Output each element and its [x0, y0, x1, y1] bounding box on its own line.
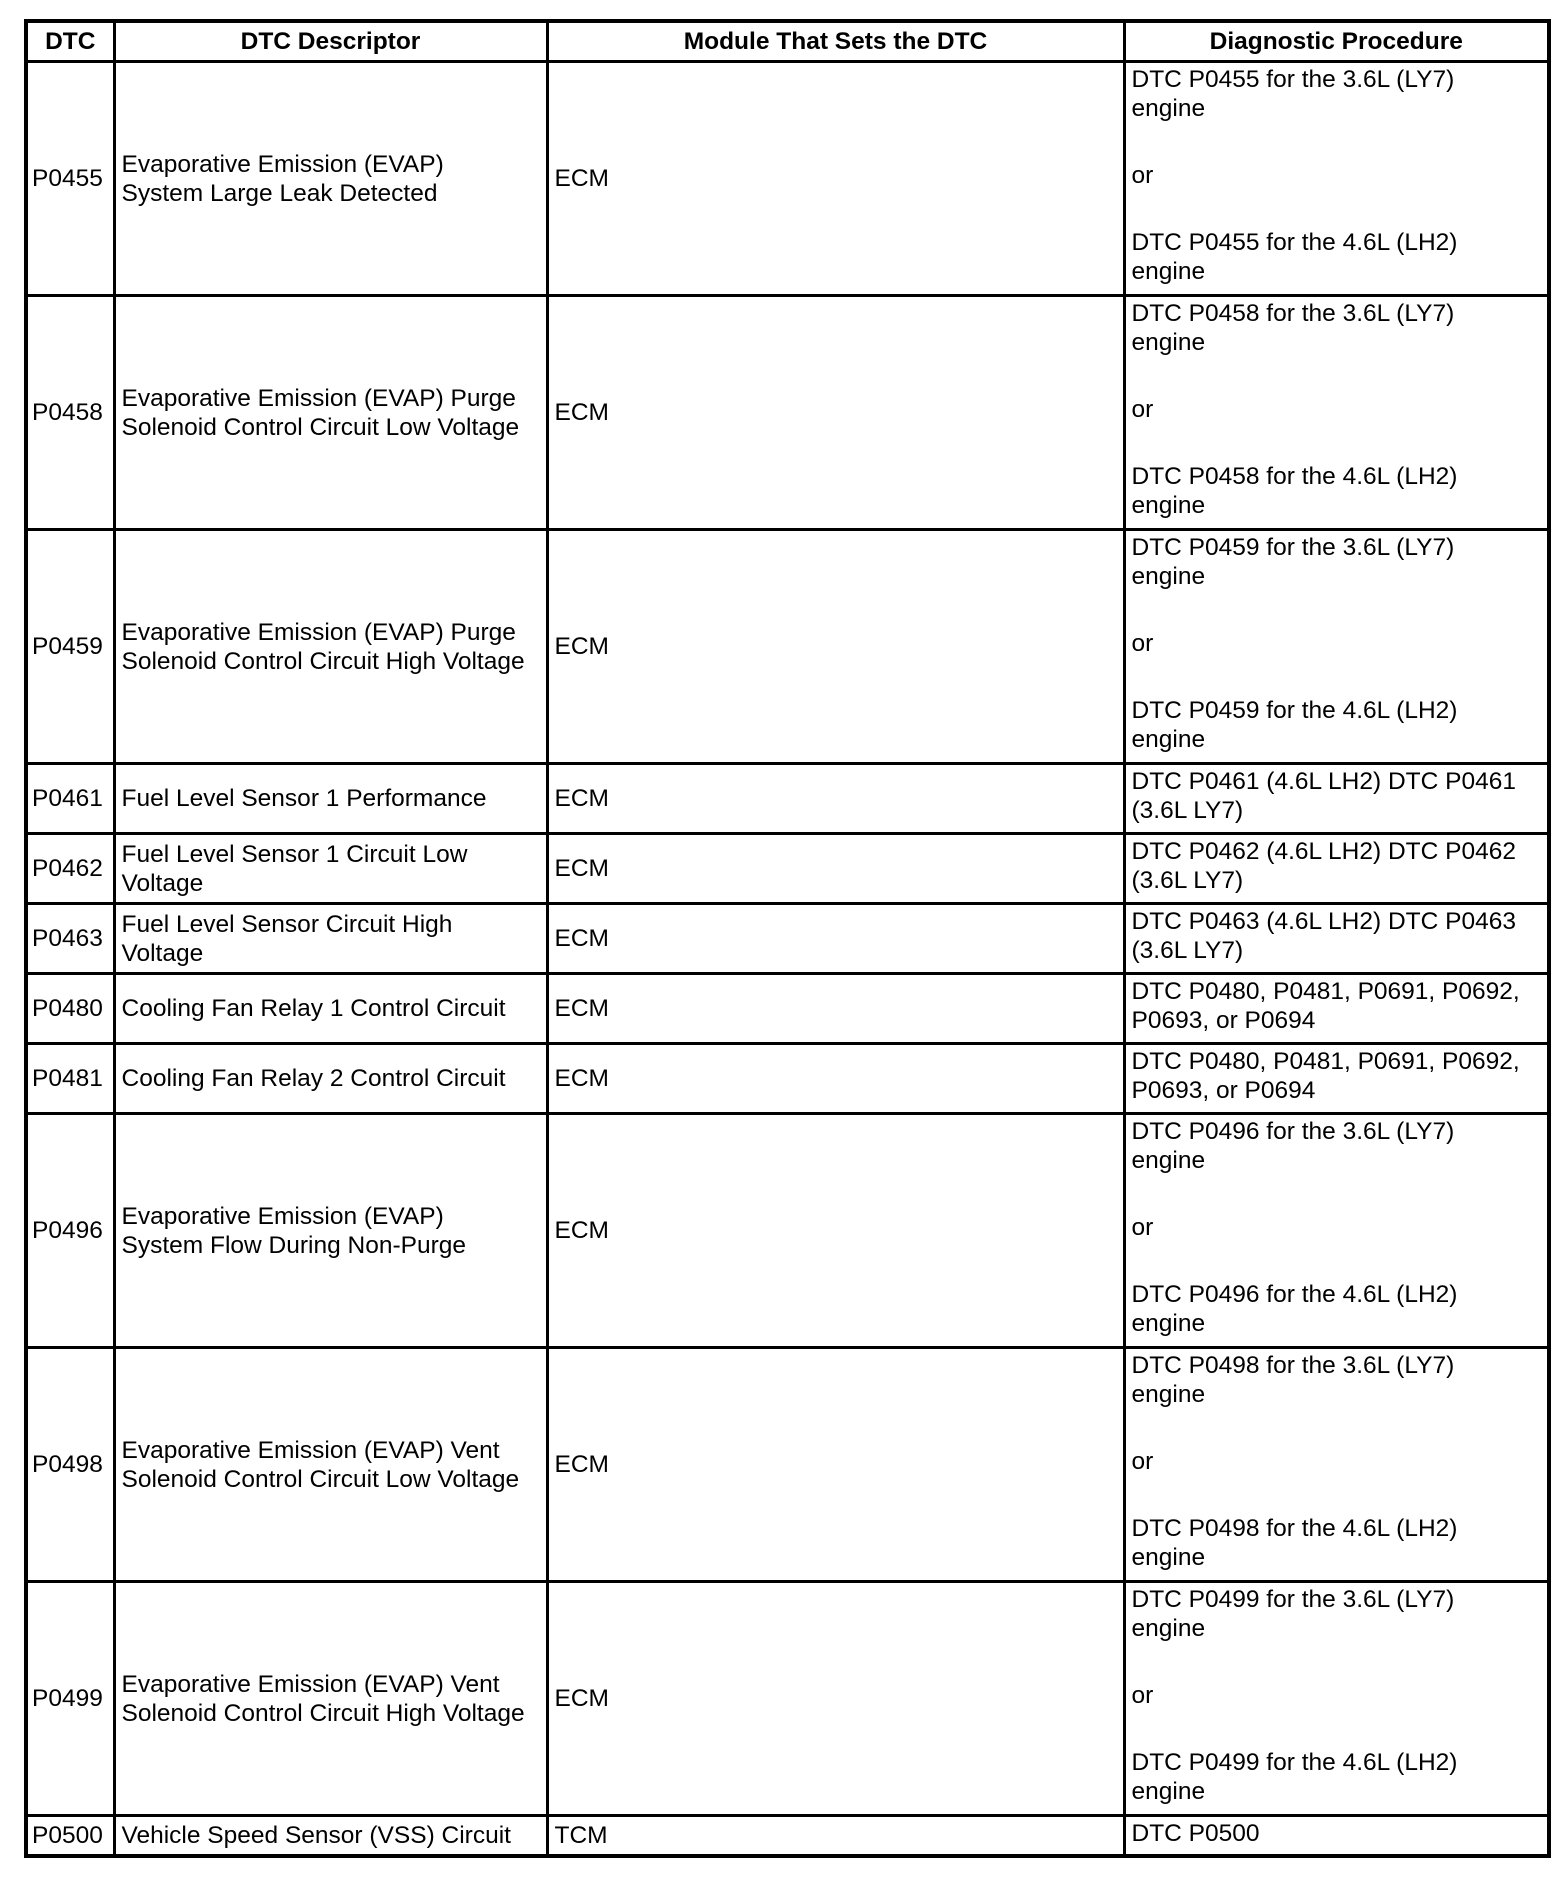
diagnostic-procedure [1124, 1816, 1549, 1856]
dtc-code: P0462 [26, 834, 114, 904]
procedure-line: DTC P0458 for the 4.6L (LH2) [1131, 463, 1458, 490]
procedure-line: or [1131, 396, 1154, 423]
table-row [26, 1348, 1549, 1582]
procedure-line [1132, 658, 1542, 696]
procedure-line: DTC P0461 (4.6L LH2) DTC P0461 [1131, 768, 1516, 795]
procedure-line: DTC P0459 for the 3.6L (LY7) [1131, 534, 1455, 561]
procedure-line [1132, 1409, 1542, 1447]
table-row [26, 1044, 1549, 1114]
diagnostic-procedure [1124, 834, 1549, 904]
descriptor-line: Vehicle Speed Sensor (VSS) Circuit [121, 1821, 511, 1849]
table-row [26, 834, 1549, 904]
procedure-line: DTC P0455 for the 3.6L (LY7) [1131, 66, 1455, 93]
diagnostic-procedure [1124, 974, 1549, 1044]
dtc-descriptor [114, 1348, 547, 1582]
procedure-line: DTC P0498 for the 4.6L (LH2) [1131, 1515, 1458, 1542]
procedure-line: (3.6L LY7) [1131, 867, 1244, 894]
dtc-code: P0455 [26, 62, 114, 296]
dtc-code: P0480 [26, 974, 114, 1044]
table-row [26, 974, 1549, 1044]
dtc-descriptor [114, 1582, 547, 1816]
procedure-line [1132, 190, 1542, 228]
diagnostic-procedure [1124, 1348, 1549, 1582]
descriptor-line: Evaporative Emission (EVAP) Purge [121, 618, 516, 646]
descriptor-line: Voltage [121, 869, 204, 897]
procedure-line: DTC P0458 for the 3.6L (LY7) [1131, 300, 1455, 327]
procedure-line: DTC P0496 for the 4.6L (LH2) [1131, 1281, 1458, 1308]
diagnostic-procedure [1124, 1044, 1549, 1114]
procedure-line: engine [1131, 95, 1206, 122]
procedure-line: or [1131, 630, 1154, 657]
table-row [26, 904, 1549, 974]
procedure-line: engine [1131, 492, 1206, 519]
dtc-descriptor [114, 764, 547, 834]
dtc-code: P0463 [26, 904, 114, 974]
descriptor-line: Evaporative Emission (EVAP) Vent [121, 1436, 500, 1464]
procedure-line: DTC P0459 for the 4.6L (LH2) [1131, 697, 1458, 724]
procedure-line: or [1131, 1214, 1154, 1241]
procedure-line [1132, 1476, 1542, 1514]
procedure-line: (3.6L LY7) [1131, 797, 1244, 824]
module-cell: ECM [547, 1582, 1124, 1816]
descriptor-line: Solenoid Control Circuit Low Voltage [121, 413, 520, 441]
diagnostic-procedure [1124, 1582, 1549, 1816]
procedure-line: engine [1131, 1615, 1206, 1642]
module-cell: ECM [547, 1044, 1124, 1114]
descriptor-line: Evaporative Emission (EVAP) Purge [121, 384, 516, 412]
procedure-line: DTC P0462 (4.6L LH2) DTC P0462 [1131, 838, 1516, 865]
table-row [26, 1582, 1549, 1816]
dtc-code: P0481 [26, 1044, 114, 1114]
procedure-line: engine [1131, 1381, 1206, 1408]
procedure-line: DTC P0480, P0481, P0691, P0692, [1131, 978, 1520, 1005]
diagnostic-procedure [1124, 1114, 1549, 1348]
dtc-descriptor [114, 62, 547, 296]
procedure-line [1132, 424, 1542, 462]
procedure-line: engine [1131, 258, 1206, 285]
dtc-code: P0499 [26, 1582, 114, 1816]
descriptor-line: Solenoid Control Circuit High Voltage [121, 647, 525, 675]
dtc-code: P0458 [26, 296, 114, 530]
procedure-line: engine [1131, 1778, 1206, 1805]
procedure-line [1132, 1643, 1542, 1681]
diagnostic-procedure [1124, 764, 1549, 834]
dtc-code: P0500 [26, 1816, 114, 1856]
diagnostic-procedure [1124, 530, 1549, 764]
procedure-line: P0693, or P0694 [1131, 1077, 1316, 1104]
diagnostic-procedure [1124, 904, 1549, 974]
procedure-line: or [1131, 1682, 1154, 1709]
table-row [26, 1114, 1549, 1348]
dtc-descriptor [114, 1114, 547, 1348]
descriptor-line: Evaporative Emission (EVAP) Vent [121, 1670, 500, 1698]
dtc-descriptor [114, 974, 547, 1044]
procedure-line: engine [1131, 1544, 1206, 1571]
module-cell: ECM [547, 530, 1124, 764]
module-cell: ECM [547, 62, 1124, 296]
diagnostic-procedure [1124, 296, 1549, 530]
table-row [26, 530, 1549, 764]
module-cell: ECM [547, 1114, 1124, 1348]
procedure-line: engine [1131, 1147, 1206, 1174]
procedure-line: DTC P0499 for the 3.6L (LY7) [1131, 1586, 1455, 1613]
procedure-line: DTC P0463 (4.6L LH2) DTC P0463 [1131, 908, 1516, 935]
procedure-line: DTC P0498 for the 3.6L (LY7) [1131, 1352, 1455, 1379]
descriptor-line: Solenoid Control Circuit Low Voltage [121, 1465, 520, 1493]
dtc-descriptor [114, 1044, 547, 1114]
descriptor-line: Evaporative Emission (EVAP) [121, 1202, 444, 1230]
dtc-code: P0498 [26, 1348, 114, 1582]
procedure-line [1132, 591, 1542, 629]
descriptor-line: Fuel Level Sensor Circuit High [121, 910, 453, 938]
dtc-code: P0496 [26, 1114, 114, 1348]
dtc-descriptor [114, 834, 547, 904]
dtc-descriptor [114, 296, 547, 530]
dtc-descriptor [114, 530, 547, 764]
dtc-code: P0459 [26, 530, 114, 764]
module-cell: ECM [547, 1348, 1124, 1582]
diagnostic-procedure [1124, 62, 1549, 296]
module-cell: ECM [547, 764, 1124, 834]
dtc-table [24, 19, 1551, 1858]
procedure-line [1132, 1710, 1542, 1748]
header-descriptor: DTC Descriptor [114, 21, 547, 62]
header-row [26, 21, 1549, 62]
procedure-line: DTC P0496 for the 3.6L (LY7) [1131, 1118, 1455, 1145]
procedure-line [1132, 1242, 1542, 1280]
descriptor-line: Cooling Fan Relay 2 Control Circuit [121, 1065, 506, 1092]
descriptor-line: System Flow During Non-Purge [121, 1231, 466, 1259]
table-row [26, 1816, 1549, 1856]
table-body [26, 62, 1549, 1856]
procedure-line: or [1131, 162, 1154, 189]
procedure-line [1132, 1175, 1542, 1213]
header-dtc: DTC [26, 21, 114, 62]
module-cell: ECM [547, 974, 1124, 1044]
procedure-line: DTC P0455 for the 4.6L (LH2) [1131, 229, 1458, 256]
procedure-line [1132, 123, 1542, 161]
descriptor-line: Solenoid Control Circuit High Voltage [121, 1699, 525, 1727]
header-module: Module That Sets the DTC [547, 21, 1124, 62]
procedure-line: engine [1131, 726, 1206, 753]
descriptor-line: Fuel Level Sensor 1 Circuit Low [121, 840, 468, 868]
module-cell: ECM [547, 904, 1124, 974]
dtc-code: P0461 [26, 764, 114, 834]
procedure-line: engine [1131, 1310, 1206, 1337]
module-cell: ECM [547, 834, 1124, 904]
dtc-descriptor [114, 1816, 547, 1856]
table-row [26, 62, 1549, 296]
descriptor-line: Evaporative Emission (EVAP) [121, 150, 444, 178]
procedure-line: DTC P0500 [1131, 1820, 1260, 1847]
dtc-descriptor [114, 904, 547, 974]
procedure-line: P0693, or P0694 [1131, 1007, 1316, 1034]
procedure-line: or [1131, 1448, 1154, 1475]
procedure-line: DTC P0499 for the 4.6L (LH2) [1131, 1749, 1458, 1776]
descriptor-line: System Large Leak Detected [121, 179, 438, 207]
module-cell: TCM [547, 1816, 1124, 1856]
procedure-line: DTC P0480, P0481, P0691, P0692, [1131, 1048, 1520, 1075]
table-row [26, 764, 1549, 834]
header-procedure: Diagnostic Procedure [1124, 21, 1549, 62]
module-cell: ECM [547, 296, 1124, 530]
table-row [26, 296, 1549, 530]
descriptor-line: Fuel Level Sensor 1 Performance [121, 785, 487, 812]
procedure-line: engine [1131, 563, 1206, 590]
descriptor-line: Cooling Fan Relay 1 Control Circuit [121, 995, 506, 1022]
procedure-line: engine [1131, 329, 1206, 356]
descriptor-line: Voltage [121, 939, 204, 967]
procedure-line: (3.6L LY7) [1131, 937, 1244, 964]
procedure-line [1132, 357, 1542, 395]
